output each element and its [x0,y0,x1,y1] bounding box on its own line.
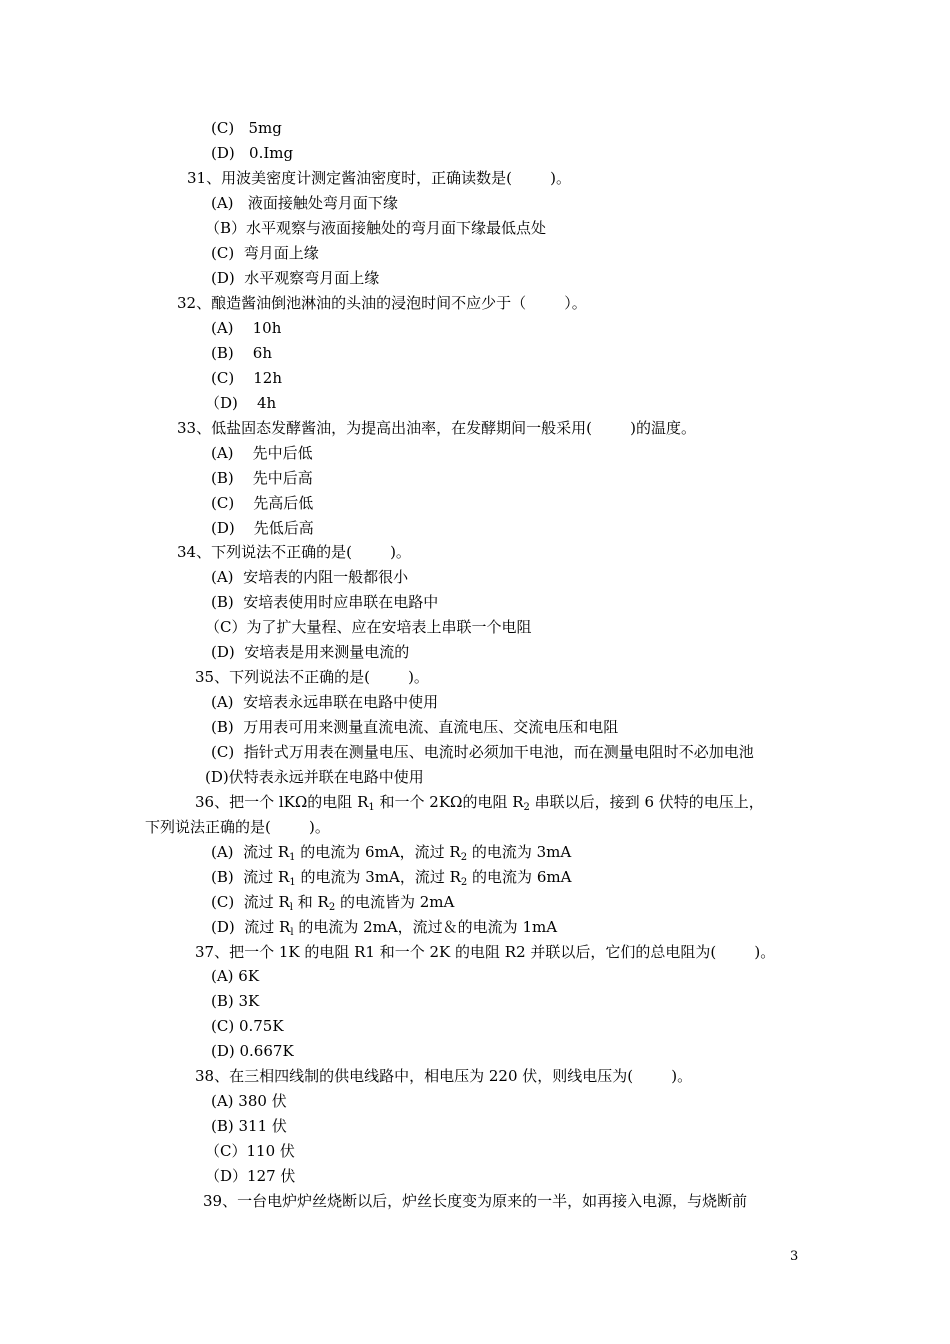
option-line: (D) 流过 $R_l$ 的电流为 2mA，流过＆的电流为 1mA [211,918,558,938]
option-line: (C) 指针式万用表在测量电压、电流时必须加干电池，而在测量电阻时不必加电池 [211,743,754,761]
question-line: 38、在三相四线制的供电线路中，相电压为 220 伏，则线电压为( )。 [195,1067,693,1085]
option-line: (D)伏特表永远并联在电路中使用 [205,768,424,786]
question-line: 35、下列说法不正确的是( )。 [195,668,429,686]
question-line: 39、一台电炉炉丝烧断以后，炉丝长度变为原来的一半，如再接入电源，与烧断前 [203,1192,748,1210]
option-line: (C) 0.75K [211,1017,284,1035]
page-number: 3 [790,1249,799,1264]
option-line: (B) 3K [211,992,260,1010]
option-line: （D）127 伏 [205,1167,296,1185]
question-line: 37、把一个 1K 的电阻 R1 和一个 2K 的电阻 R2 并联以后，它们的总电阻为( )。 [195,943,776,961]
option-line: (A) 380 伏 [211,1092,287,1110]
question-line: 32、酿造酱油倒池淋油的头油的浸泡时间不应少于（ ）。 [177,294,587,312]
option-line: （C）110 伏 [205,1142,295,1160]
option-line: (C) 12h [211,369,283,387]
option-line: （D) 4h [205,394,277,412]
option-line: (A) 先中后低 [211,444,313,462]
option-line: (A) 安培表的内阻一般都很小 [211,568,409,586]
option-line: (D) 0.Img [211,144,294,162]
option-line: （B）水平观察与液面接触处的弯月面下缘最低点处 [205,219,547,237]
option-line: (B) 6h [211,344,273,362]
option-line: （C）为了扩大量程、应在安培表上串联一个电阻 [205,618,532,636]
option-line: (B) 流过 $R_1$ 的电流为 3mA，流过 $R_2$ 的电流为 6mA [211,868,572,888]
question-line: 下列说法正确的是( )。 [145,818,330,836]
option-line: (A) 安培表永远串联在电路中使用 [211,693,439,711]
option-line: (C) 先高后低 [211,494,314,512]
question-line: 33、低盐固态发酵酱油，为提高出油率，在发酵期间一般采用( )的温度。 [177,419,696,437]
question-line: 34、下列说法不正确的是( )。 [177,543,411,561]
option-line: (C) 5mg [211,119,282,137]
option-line: (A) 液面接触处弯月面下缘 [211,194,398,212]
option-line: (B) 安培表使用时应串联在电路中 [211,593,439,611]
option-line: (D) 安培表是用来测量电流的 [211,643,410,661]
option-line: (C) 弯月面上缘 [211,244,319,262]
option-line: (B) 万用表可用来测量直流电流、直流电压、交流电压和电阻 [211,718,619,736]
option-line: (B) 311 伏 [211,1117,287,1135]
question-line: 36、把一个 lKΩ的电阻 $R_1$ 和一个 2KΩ的电阻 $R_2$ 串联以后，接到 6 伏特的电压上， [195,793,764,813]
option-line: (A) 6K [211,967,260,985]
option-line: (D) 0.667K [211,1042,294,1060]
option-line: (A) 流过 $R_1$ 的电流为 6mA，流过 $R_2$ 的电流为 3mA [211,843,572,863]
question-line: 31、用波美密度计测定酱油密度时，正确读数是( )。 [187,169,571,187]
option-line: (B) 先中后高 [211,469,313,487]
option-line: (D) 先低后高 [211,519,314,537]
option-line: (A) 10h [211,319,282,337]
option-line: (C) 流过 $R_l$ 和 $R_2$ 的电流皆为 2mA [211,893,455,913]
option-line: (D) 水平观察弯月面上缘 [211,269,380,287]
